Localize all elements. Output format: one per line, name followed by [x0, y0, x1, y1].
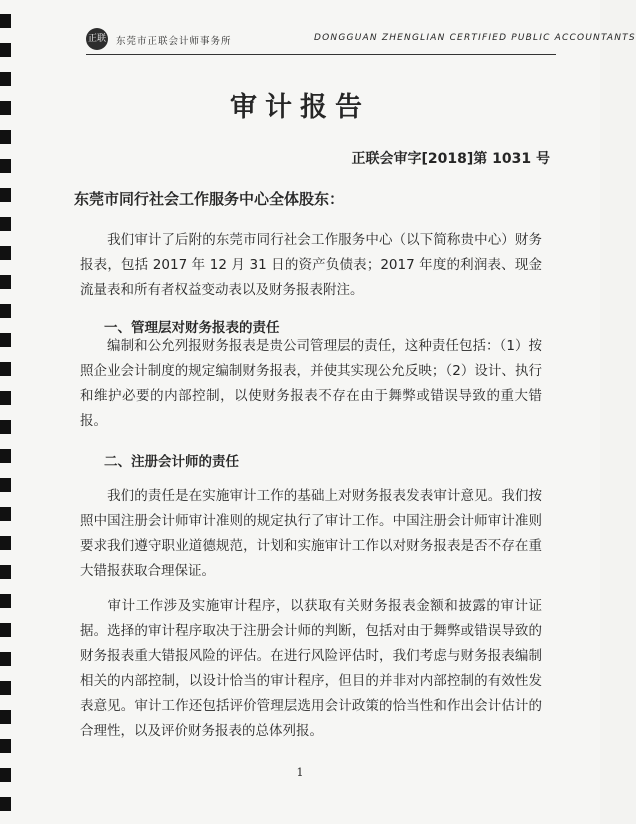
binding-hole: [0, 507, 11, 521]
reference-number: 正联会审字[2018]第 1031 号: [351, 151, 550, 167]
section-2-paragraph-1: [80, 484, 542, 584]
page-number: 1: [296, 766, 304, 779]
letterhead: [86, 28, 636, 52]
firm-name-cn: 东莞市正联会计师事务所: [116, 36, 232, 47]
addressee: 东莞市同行社会工作服务中心全体股东：: [74, 190, 345, 208]
binding-hole: [0, 565, 11, 579]
binding-hole: [0, 304, 11, 318]
intro-text: 我们审计了后附的东莞市同行社会工作服务中心（以下简称贵中心）财务报表，包括 2017 年 12 月 31 日的资产负债表；2017 年度的利润表、现金流量表和所有者权益变动表以及财务报表附注。: [80, 232, 542, 298]
section-2-text-2: 审计工作涉及实施审计程序，以获取有关财务报表金额和披露的审计证据。选择的审计程序取决于注册会计师的判断，包括对由于舞弊或错误导致的财务报表重大错报风险的评估。在进行风险评估时，我们考虑与财务报表编制相关的内部控制，以设计恰当的审计程序，但目的并非对内部控制的有效性发表意见。审计工作还包括评价管理层选用会计政策的恰当性和作出会计估计的合理性，以及评价财务报表的总体列报。: [80, 598, 542, 739]
binding-hole: [0, 449, 11, 463]
binding-hole: [0, 681, 11, 695]
section-2-heading: 二、注册会计师的责任: [104, 454, 239, 470]
binding-hole: [0, 43, 11, 57]
binding-hole: [0, 130, 11, 144]
binding-hole: [0, 159, 11, 173]
binding-hole: [0, 188, 11, 202]
binding-hole: [0, 14, 11, 28]
section-2-text-1: 我们的责任是在实施审计工作的基础上对财务报表发表审计意见。我们按照中国注册会计师审计准则的规定执行了审计工作。中国注册会计师审计准则要求我们遵守职业道德规范，计划和实施审计工作以对财务报表是否不存在重大错报获取合理保证。: [80, 488, 542, 579]
binding-hole: [0, 478, 11, 492]
section-2-paragraph-2: [80, 594, 542, 744]
binding-hole: [0, 217, 11, 231]
report-title: 审计报告: [230, 92, 370, 123]
binding-hole: [0, 72, 11, 86]
binding-hole: [0, 333, 11, 347]
header-divider: [86, 54, 556, 55]
section-1-heading: 一、管理层对财务报表的责任: [104, 320, 280, 336]
binding-hole: [0, 391, 11, 405]
section-1-paragraph: [80, 334, 542, 434]
binding-hole: [0, 362, 11, 376]
binding-hole: [0, 536, 11, 550]
binding-hole: [0, 739, 11, 753]
firm-logo: 正联: [86, 28, 108, 50]
binding-hole: [0, 420, 11, 434]
binding-hole: [0, 797, 11, 811]
section-1-text: 编制和公允列报财务报表是贵公司管理层的责任，这种责任包括：（1）按照企业会计制度的规定编制财务报表，并使其实现公允反映；（2）设计、执行和维护必要的内部控制，以使财务报表不存在由于舞弊或错误导致的重大错报。: [80, 338, 542, 429]
firm-name-en: DONGGUAN ZHENGLIAN CERTIFIED PUBLIC ACCOUNTANTS: [314, 33, 636, 43]
binding-hole: [0, 623, 11, 637]
binding-hole: [0, 594, 11, 608]
binding-hole: [0, 710, 11, 724]
binding-hole: [0, 275, 11, 289]
binding-hole: [0, 652, 11, 666]
intro-paragraph: [80, 228, 542, 303]
binding-hole: [0, 246, 11, 260]
